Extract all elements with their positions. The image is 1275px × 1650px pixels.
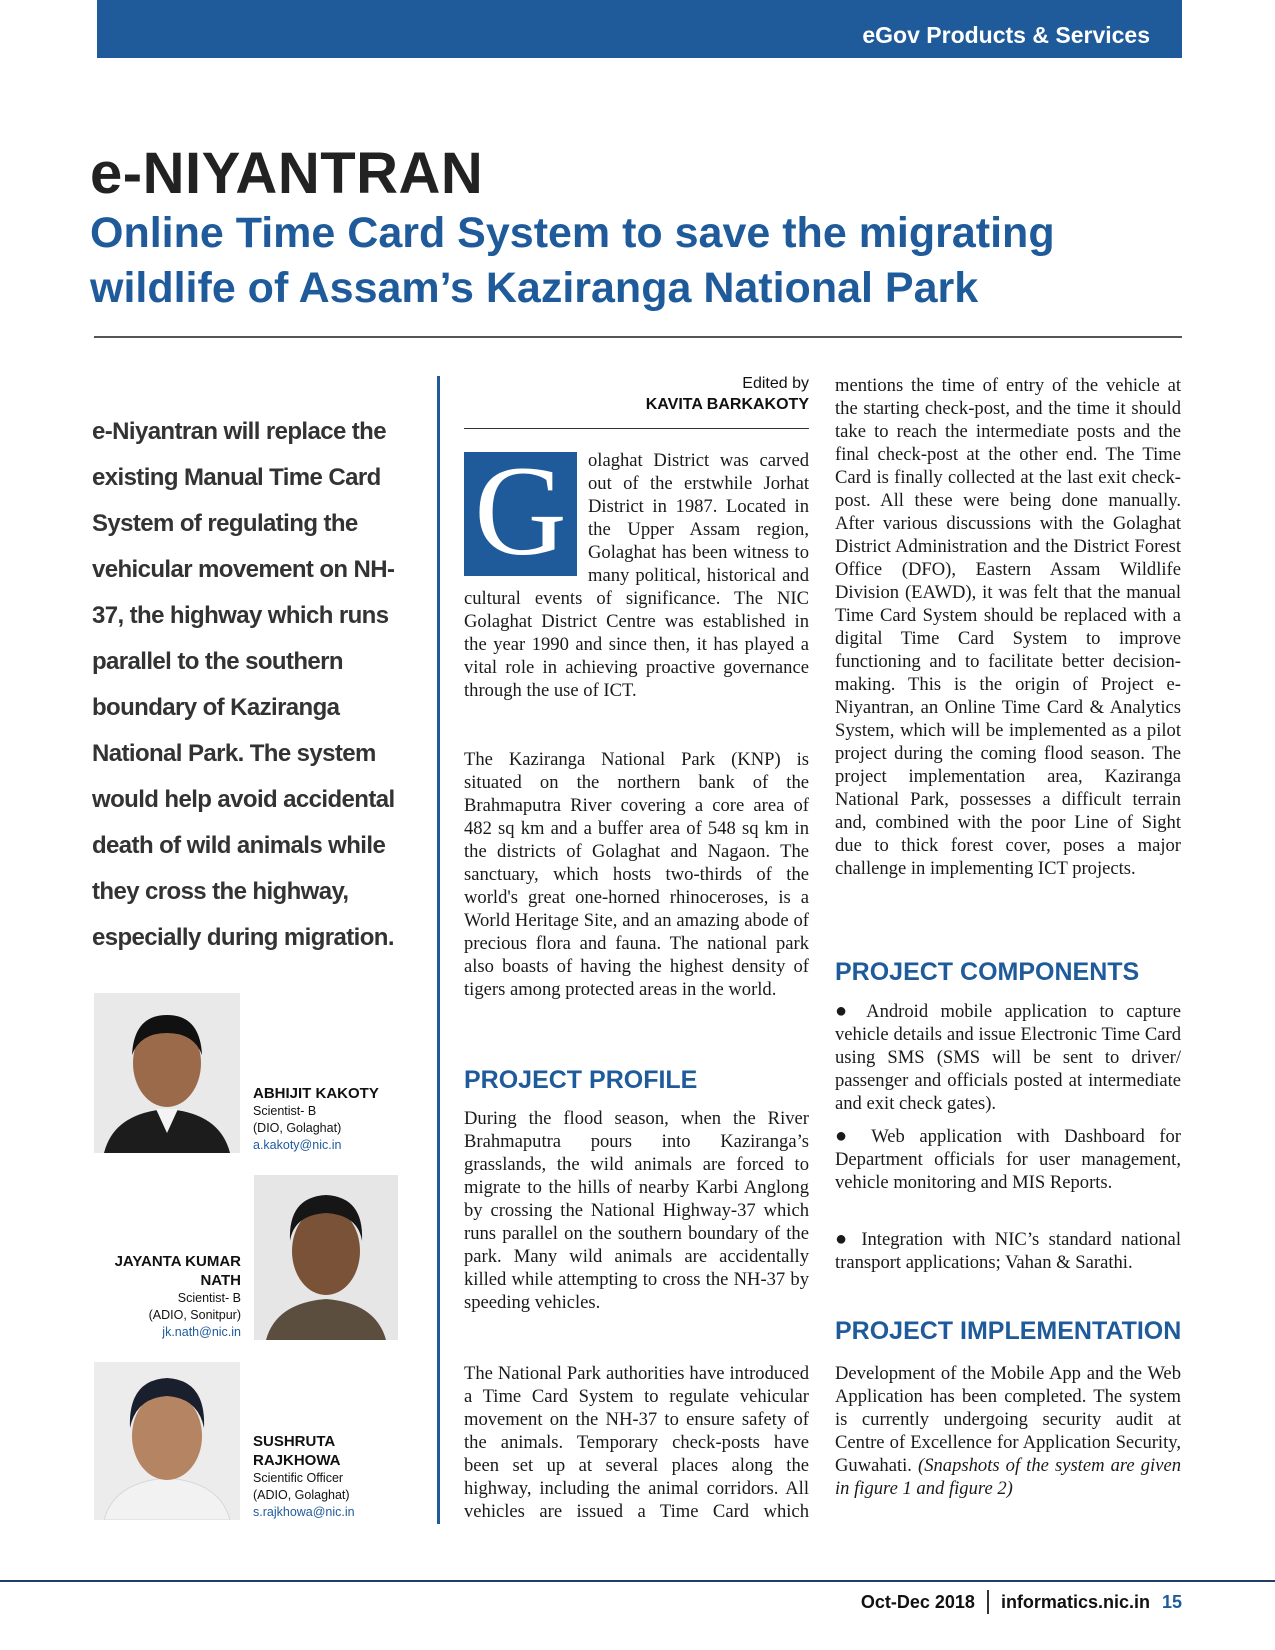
author-card-jayanta: [90, 1252, 241, 1341]
page-footer: [861, 1590, 1182, 1614]
footer-divider: [0, 1580, 1275, 1582]
editor-name: KAVITA BARKAKOTY: [645, 396, 809, 413]
author-card-abhijit: [253, 1084, 423, 1154]
paragraph-text: The National Park authorities have introduced a Time Card System to regulate vehicular movement on the NH-37 to ensure safety of the animals. Temporary check-posts have been set up at several places along the highway, including the animal corridors. All vehicles are issued a Time Card which: [464, 1363, 809, 1522]
section-heading-implementation: PROJECT IMPLEMENTATION: [835, 1317, 1182, 1345]
author-designation: Scientist- B: [177, 1291, 241, 1305]
portrait-icon: [94, 1362, 240, 1520]
bullet-icon: ●: [835, 1228, 852, 1250]
author-photo-sushruta: [94, 1362, 240, 1520]
title-divider: [94, 336, 1182, 338]
paragraph-profile: During the flood season, when the River Brahmaputra pours into Kaziranga’s grasslands, the wild animals are forced to migrate to the hills of nearby Karbi Anglong by crossing the National Highway-37 which runs parallel on the southern boundary of the park. Many wild animals are accidentally killed while attempting to cross the NH-37 by speeding vehicles.: [464, 1108, 809, 1313]
editor-label: Edited by: [742, 375, 809, 392]
paragraph-text: mentions the time of entry of the vehicle at the starting check-post, and the time it should take to reach the intermediate posts and the final check-post at the other end. The Time Card is finally collected at the last exit check-post. All these were being done manually. After various discussions with the Golaghat District Administration and the District Forest Office (DFO), Eastern Assam Wildlife Division (EAWD), it was felt that the manual Time Card System should be replaced with a digital Time Card System to improve functioning and to facilitate better decision-making. This is the origin of Project e-Niyantran, an Online Time Card & Analytics System, which will be implemented as a pilot project during the coming flood season. The project implementation area, Kaziranga National Park, possesses a difficult terrain and, combined with the poor Line of Sight due to thick forest cover, poses a major challenge in implementing ICT projects.: [835, 375, 1181, 879]
author-name: SUSHRUTA RAJKHOWA: [253, 1433, 341, 1469]
paragraph-implementation: [835, 1362, 1181, 1500]
author-name: ABHIJIT KAKOTY: [253, 1085, 379, 1102]
author-office: (ADIO, Sonitpur): [148, 1308, 241, 1322]
component-item: [835, 1125, 1181, 1194]
author-designation: Scientific Officer: [253, 1471, 344, 1485]
drop-cap-letter: G: [474, 440, 567, 582]
bullet-icon: ●: [835, 1125, 857, 1147]
author-photo-abhijit: [94, 993, 240, 1153]
paragraph-timecard-a: [464, 1362, 809, 1523]
issue-date: Oct-Dec 2018: [860, 1591, 975, 1612]
intro-pullquote: e-Niyantran will replace the existing Manual Time Card System of regulating the vehicular movement on NH-37, the highway which runs parallel to the southern boundary of Kaziranga National Park. The system would help avoid accidental death of wild animals while they cross the highway, especially during migration.: [92, 418, 395, 951]
editor-divider: [464, 428, 809, 429]
paragraph-knp: The Kaziranga National Park (KNP) is situated on the northern bank of the Brahmaputra River covering a core area of 482 sq km and a buffer area of 548 sq km in the districts of Golaghat and Nagaon. The sanctuary, which hosts two-thirds of the world's great one-horned rhinoceroses, is a World Heritage Site, and an amazing abode of precious flora and fauna. The national park also boasts of having the highest density of tigers among protected areas in the world.: [464, 749, 809, 1000]
component-text: Android mobile application to capture vehicle details and issue Electronic Time Card using SMS (SMS will be sent to driver/ passenger and officials posted at intermediate and exit check gates).: [835, 1001, 1181, 1114]
paragraph-timecard-b: [835, 374, 1181, 949]
author-email[interactable]: jk.nath@nic.in: [162, 1325, 241, 1339]
author-photo-jayanta: [254, 1175, 398, 1340]
component-item: [835, 1228, 1181, 1274]
author-card-sushruta: [253, 1432, 423, 1521]
paragraph-text: olaghat District was carved out of the erstwhile Jorhat District in 1987. Located in the Upper Assam region, Golaghat has been witness to many political, historical and cultural events of significance. The NIC Golaghat District Centre was established in the year 1990 and since then, it has played a vital role in achieving proactive governance through the use of ICT.: [464, 450, 809, 701]
section-label: eGov Products & Services: [862, 22, 1150, 48]
component-item: [835, 1000, 1181, 1115]
portrait-icon: [94, 993, 240, 1153]
editor-credit: [464, 374, 809, 416]
section-heading-profile: PROJECT PROFILE: [464, 1066, 698, 1094]
paragraph-text: Development of the Mobile App and the Web Application has been completed. The system is currently undergoing security audit at Centre of Excellence for Application Security, Guwahati.: [835, 1363, 1181, 1476]
author-name: JAYANTA KUMAR NATH: [114, 1253, 241, 1289]
author-office: (DIO, Golaghat): [253, 1121, 342, 1135]
article-title: e-NIYANTRAN: [90, 141, 484, 206]
page-number: 15: [1161, 1591, 1182, 1612]
author-email[interactable]: s.rajkhowa@nic.in: [253, 1505, 355, 1519]
bullet-icon: ●: [835, 1000, 855, 1022]
component-text: Web application with Dashboard for Department officials for user management, vehicle monitoring and MIS Reports.: [835, 1126, 1181, 1193]
component-text: Integration with NIC’s standard national transport applications; Vahan & Sarathi.: [835, 1229, 1181, 1273]
author-office: (ADIO, Golaghat): [253, 1488, 350, 1502]
header-banner: [97, 0, 1182, 58]
footer-separator: [987, 1590, 989, 1614]
column-divider: [437, 376, 440, 1524]
section-heading-components: PROJECT COMPONENTS: [835, 958, 1140, 986]
dropcap-float: [464, 449, 588, 566]
figure-reference-note: (Snapshots of the system are given in figure 1 and figure 2): [835, 1455, 1181, 1499]
paragraph-golaghat: [464, 449, 809, 702]
author-email[interactable]: a.kakoty@nic.in: [253, 1138, 342, 1152]
article-subtitle: Online Time Card System to save the migrating wildlife of Assam’s Kaziranga National Park: [90, 209, 1055, 312]
portrait-icon: [254, 1175, 398, 1340]
author-designation: Scientist- B: [253, 1104, 317, 1118]
website[interactable]: informatics.nic.in: [1000, 1591, 1150, 1612]
